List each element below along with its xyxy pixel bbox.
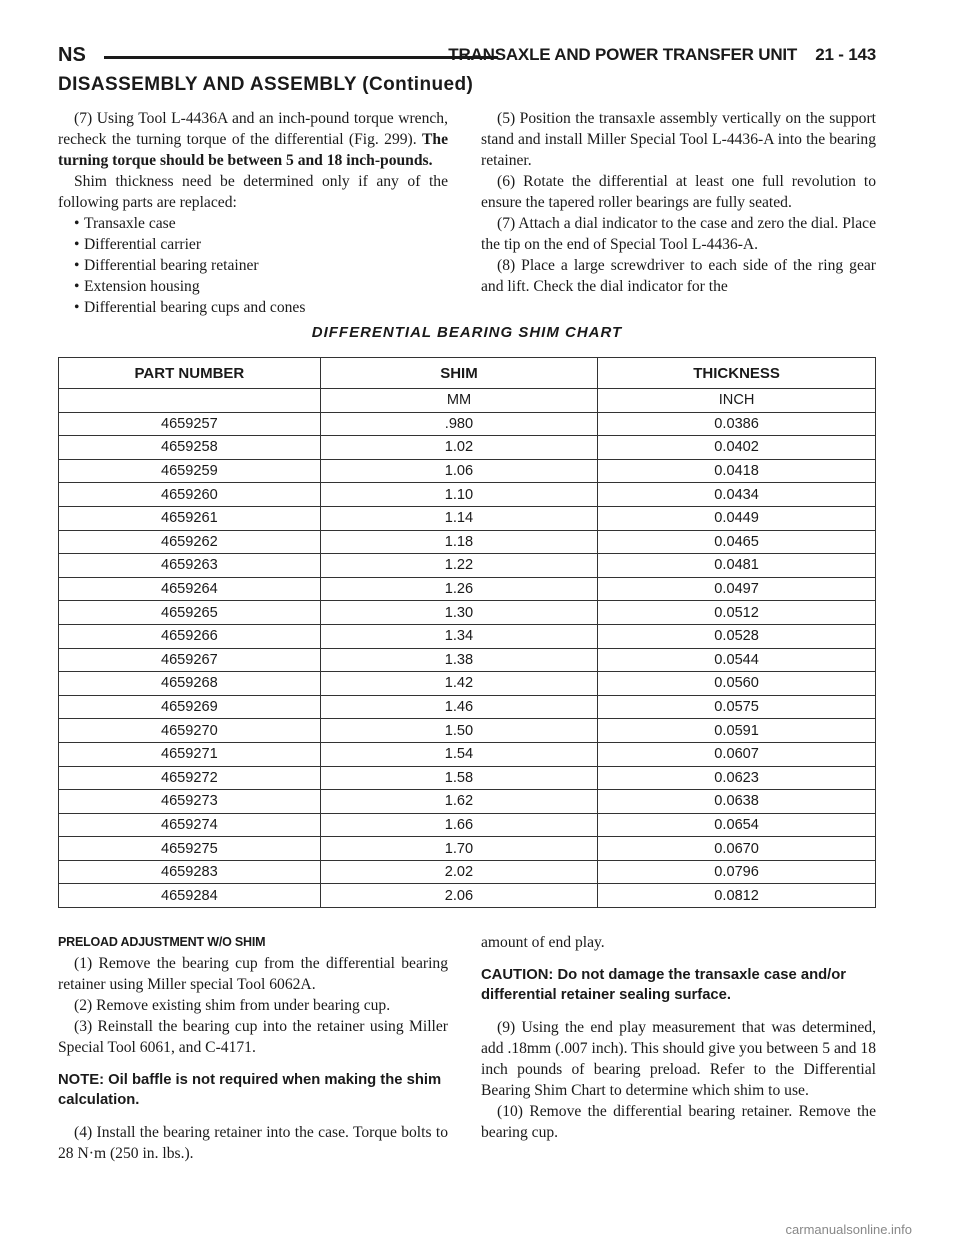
shim-mm-cell: 1.22 <box>320 554 597 578</box>
step-1-paragraph: (1) Remove the bearing cup from the differential bearing retainer using Miller special Tool 6062A. <box>58 955 448 993</box>
part-number-cell: 4659258 <box>59 436 321 460</box>
step-6-paragraph: (6) Rotate the differential at least one full revolution to ensure the tapered roller bearings are fully seated. <box>481 173 876 211</box>
thickness-inch-cell: 0.0434 <box>598 483 876 507</box>
shim-intro-paragraph: Shim thickness need be determined only if any of the following parts are replaced: <box>58 173 448 211</box>
table-row <box>59 624 876 648</box>
shim-mm-cell: 1.38 <box>320 648 597 672</box>
thickness-inch-cell: 0.0638 <box>598 790 876 814</box>
thickness-inch-cell: 0.0512 <box>598 601 876 625</box>
thickness-inch-cell: 0.0623 <box>598 766 876 790</box>
step-3-paragraph: (3) Reinstall the bearing cup into the retainer using Miller Special Tool 6061, and C-4171. <box>58 1018 448 1056</box>
shim-mm-cell: 1.14 <box>320 506 597 530</box>
continued-text: amount of end play. <box>481 934 605 951</box>
table-row <box>59 790 876 814</box>
step-8-paragraph: (8) Place a large screwdriver to each side of the ring gear and lift. Check the dial indicator for the <box>481 257 876 295</box>
part-number-cell: 4659273 <box>59 790 321 814</box>
table-header-row <box>59 358 876 389</box>
shim-mm-cell: 1.54 <box>320 742 597 766</box>
table-row <box>59 601 876 625</box>
thickness-inch-cell: 0.0670 <box>598 837 876 861</box>
shim-mm-cell: 1.50 <box>320 719 597 743</box>
part-number-cell: 4659265 <box>59 601 321 625</box>
part-number-cell: 4659271 <box>59 742 321 766</box>
table-title: DIFFERENTIAL BEARING SHIM CHART <box>311 324 623 341</box>
thickness-inch-cell: 0.0796 <box>598 860 876 884</box>
thickness-inch-cell: 0.0812 <box>598 884 876 908</box>
part-number-cell: 4659261 <box>59 506 321 530</box>
bullet-item: • Differential bearing retainer <box>74 257 259 274</box>
caution-paragraph: CAUTION: Do not damage the transaxle case and/or differential retainer sealing surface. <box>481 967 847 1003</box>
shim-mm-cell: 2.06 <box>320 884 597 908</box>
shim-mm-cell: 1.30 <box>320 601 597 625</box>
note-paragraph: NOTE: Oil baffle is not required when making the shim calculation. <box>58 1072 442 1108</box>
table-row <box>59 459 876 483</box>
thickness-inch-cell: 0.0544 <box>598 648 876 672</box>
shim-mm-cell: 1.58 <box>320 766 597 790</box>
thickness-inch-cell: 0.0465 <box>598 530 876 554</box>
table-row <box>59 766 876 790</box>
step-10-paragraph: (10) Remove the differential bearing retainer. Remove the bearing cup. <box>481 1103 876 1141</box>
thickness-inch-cell: 0.0481 <box>598 554 876 578</box>
shim-mm-cell: 1.10 <box>320 483 597 507</box>
subsection-heading: PRELOAD ADJUSTMENT W/O SHIM <box>58 935 266 949</box>
table-row <box>59 554 876 578</box>
shim-mm-cell: 1.18 <box>320 530 597 554</box>
table-row <box>59 884 876 908</box>
table-row <box>59 506 876 530</box>
table-row <box>59 530 876 554</box>
table-row <box>59 742 876 766</box>
thickness-inch-cell: 0.0386 <box>598 412 876 436</box>
table-row <box>59 483 876 507</box>
table-units-row <box>59 389 876 413</box>
left-column-bottom <box>58 932 448 1164</box>
part-number-cell: 4659275 <box>59 837 321 861</box>
shim-mm-cell: 1.34 <box>320 624 597 648</box>
part-number-cell: 4659274 <box>59 813 321 837</box>
header-rule <box>104 56 498 59</box>
page-header <box>58 44 876 68</box>
part-number-cell: 4659263 <box>59 554 321 578</box>
units-cell: MM <box>320 389 597 413</box>
thickness-inch-cell: 0.0497 <box>598 577 876 601</box>
thickness-inch-cell: 0.0607 <box>598 742 876 766</box>
table-row <box>59 412 876 436</box>
shim-mm-cell: 1.62 <box>320 790 597 814</box>
shim-mm-cell: 1.46 <box>320 695 597 719</box>
shim-chart-table <box>58 357 876 908</box>
shim-mm-cell: 1.70 <box>320 837 597 861</box>
step-2-paragraph: (2) Remove existing shim from under bearing cup. <box>74 997 391 1014</box>
part-number-cell: 4659268 <box>59 672 321 696</box>
table-row <box>59 436 876 460</box>
right-column-top <box>481 108 876 297</box>
step-7-paragraph: (7) Attach a dial indicator to the case and zero the dial. Place the tip on the end of Special Tool L-4436-A. <box>481 215 876 253</box>
shim-mm-cell: 1.06 <box>320 459 597 483</box>
step-7-paragraph <box>58 108 448 171</box>
shim-mm-cell: 1.42 <box>320 672 597 696</box>
shim-mm-cell: .980 <box>320 412 597 436</box>
bullet-item: • Differential carrier <box>74 236 202 253</box>
table-row <box>59 860 876 884</box>
part-number-cell: 4659267 <box>59 648 321 672</box>
step-5-paragraph: (5) Position the transaxle assembly vertically on the support stand and install Miller Special Tool L-4436-A into the bearing retainer. <box>481 110 876 169</box>
part-number-cell: 4659284 <box>59 884 321 908</box>
header-thickness: THICKNESS <box>598 358 876 389</box>
header-code: NS <box>58 44 86 66</box>
header-shim: SHIM <box>320 358 597 389</box>
table-row <box>59 837 876 861</box>
thickness-inch-cell: 0.0591 <box>598 719 876 743</box>
bullet-item: • Extension housing <box>74 278 200 295</box>
thickness-inch-cell: 0.0449 <box>598 506 876 530</box>
table-row <box>59 813 876 837</box>
left-column-top <box>58 108 448 318</box>
part-number-cell: 4659266 <box>59 624 321 648</box>
table-row <box>59 577 876 601</box>
step-7-bold: The turning torque should be between 5 and 18 inch-pounds. <box>58 131 448 169</box>
thickness-inch-cell: 0.0418 <box>598 459 876 483</box>
thickness-inch-cell: 0.0575 <box>598 695 876 719</box>
units-cell: INCH <box>598 389 876 413</box>
part-number-cell: 4659269 <box>59 695 321 719</box>
table-row <box>59 719 876 743</box>
table-row <box>59 695 876 719</box>
thickness-inch-cell: 0.0402 <box>598 436 876 460</box>
header-part-number: PART NUMBER <box>59 358 321 389</box>
step-7-text: (7) Using Tool L-4436A and an inch-pound torque wrench, recheck the turning torque of the differential (Fig. 299). <box>58 110 448 148</box>
shim-mm-cell: 1.66 <box>320 813 597 837</box>
right-column-bottom <box>481 932 876 1143</box>
part-number-cell: 4659283 <box>59 860 321 884</box>
units-cell <box>59 389 321 413</box>
thickness-inch-cell: 0.0654 <box>598 813 876 837</box>
table-row <box>59 672 876 696</box>
bullet-item: • Differential bearing cups and cones <box>74 299 306 316</box>
shim-mm-cell: 1.26 <box>320 577 597 601</box>
section-title: DISASSEMBLY AND ASSEMBLY (Continued) <box>58 74 474 95</box>
step-9-paragraph: (9) Using the end play measurement that was determined, add .18mm (.007 inch). This should give you between 5 and 18 inch pounds of bearing preload. Refer to the Differential Bearing Shim Chart to determine which shim to use. <box>481 1019 876 1099</box>
bullet-item: • Transaxle case <box>74 215 176 232</box>
shim-mm-cell: 1.02 <box>320 436 597 460</box>
shim-mm-cell: 2.02 <box>320 860 597 884</box>
thickness-inch-cell: 0.0528 <box>598 624 876 648</box>
thickness-inch-cell: 0.0560 <box>598 672 876 696</box>
step-4-paragraph: (4) Install the bearing retainer into the case. Torque bolts to 28 N·m (250 in. lbs.). <box>58 1124 448 1162</box>
part-number-cell: 4659257 <box>59 412 321 436</box>
part-number-cell: 4659264 <box>59 577 321 601</box>
part-number-cell: 4659272 <box>59 766 321 790</box>
part-number-cell: 4659259 <box>59 459 321 483</box>
header-chapter: TRANSAXLE AND POWER TRANSFER UNIT 21 - 143 <box>448 45 876 64</box>
part-number-cell: 4659262 <box>59 530 321 554</box>
watermark-link[interactable]: carmanualsonline.info <box>785 1222 912 1237</box>
table-row <box>59 648 876 672</box>
part-number-cell: 4659270 <box>59 719 321 743</box>
part-number-cell: 4659260 <box>59 483 321 507</box>
